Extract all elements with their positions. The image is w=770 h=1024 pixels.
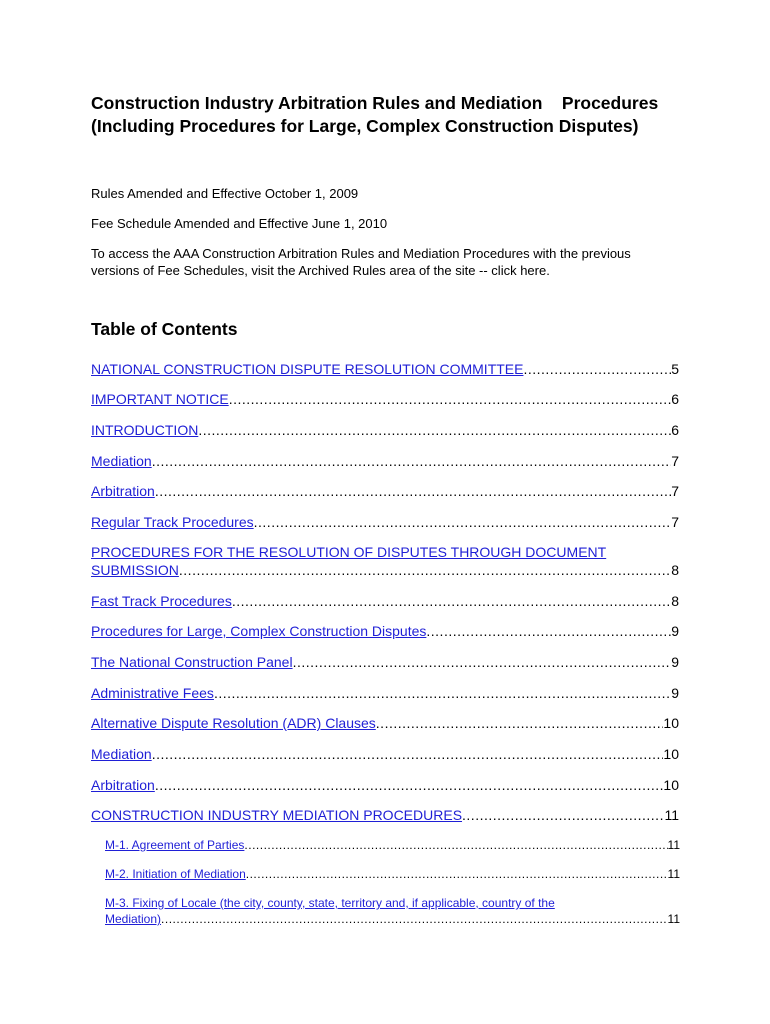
toc-entry <box>91 421 679 439</box>
toc-link[interactable]: Fast Track Procedures <box>91 593 232 609</box>
toc-link[interactable]: M-2. Initiation of Mediation <box>105 867 246 881</box>
toc-link[interactable]: Administrative Fees <box>91 685 214 701</box>
toc-leader-dots <box>293 653 672 671</box>
toc-leader-dots <box>462 806 664 824</box>
toc-link[interactable]: CONSTRUCTION INDUSTRY MEDIATION PROCEDURES <box>91 807 463 823</box>
toc-page-number: 11 <box>667 838 680 852</box>
access-note-line-1: To access the AAA Construction Arbitration Rules and Mediation Procedures with the previous <box>91 246 631 261</box>
toc-page-number: 9 <box>671 623 679 639</box>
toc-entry <box>91 543 679 579</box>
toc-link[interactable]: M-1. Agreement of Parties <box>105 838 245 852</box>
toc-entry <box>91 622 679 640</box>
toc-leader-dots <box>254 513 672 531</box>
toc-link[interactable]: Mediation) <box>105 912 162 926</box>
toc-leader-dots <box>246 866 668 882</box>
toc-entry <box>91 360 679 378</box>
toc-entry <box>91 513 679 531</box>
toc-sub-entry <box>105 866 680 882</box>
toc-page-number: 8 <box>671 593 679 609</box>
toc-link[interactable]: Arbitration <box>91 777 155 793</box>
toc-page-number: 10 <box>663 715 679 731</box>
toc-leader-dots <box>161 911 668 927</box>
toc-link[interactable]: Arbitration <box>91 483 155 499</box>
toc-link[interactable]: SUBMISSION <box>91 562 179 578</box>
toc-link[interactable]: INTRODUCTION <box>91 422 199 438</box>
toc-link[interactable]: The National Construction Panel <box>91 654 293 670</box>
toc-leader-dots <box>214 684 671 702</box>
toc-page-number: 10 <box>663 746 679 762</box>
toc-leader-dots <box>244 837 667 853</box>
toc-sub-entry <box>105 837 680 853</box>
toc-leader-dots <box>152 452 672 470</box>
toc-page-number: 9 <box>671 654 679 670</box>
toc-link[interactable]: IMPORTANT NOTICE <box>91 391 229 407</box>
title-line-2: (Including Procedures for Large, Complex Construction Disputes) <box>91 116 639 136</box>
toc-page-number: 7 <box>671 483 679 499</box>
toc-leader-dots <box>426 622 671 640</box>
toc-leader-dots <box>376 714 664 732</box>
toc-link[interactable]: Regular Track Procedures <box>91 514 254 530</box>
toc-link[interactable]: PROCEDURES FOR THE RESOLUTION OF DISPUTES THROUGH DOCUMENT <box>91 544 607 560</box>
access-note <box>91 245 691 279</box>
toc-entry <box>91 776 679 794</box>
toc-link[interactable]: Mediation <box>91 453 152 469</box>
toc-link[interactable]: Alternative Dispute Resolution (ADR) Clauses <box>91 715 376 731</box>
title-line-1: Construction Industry Arbitration Rules and Mediation Procedures <box>91 93 659 113</box>
toc-page-number: 11 <box>667 912 680 926</box>
toc-page-number: 10 <box>663 777 679 793</box>
toc-entry <box>91 653 679 671</box>
access-note-line-2: versions of Fee Schedules, visit the Archived Rules area of the site -- click here. <box>91 263 550 278</box>
toc-leader-dots <box>198 421 671 439</box>
toc-link[interactable]: M-3. Fixing of Locale (the city, county, state, territory and, if applicable, country of the <box>105 896 555 910</box>
toc-leader-dots <box>523 360 671 378</box>
toc-link[interactable]: Procedures for Large, Complex Construction Disputes <box>91 623 427 639</box>
toc-page-number: 11 <box>664 807 679 823</box>
toc-entry <box>91 684 679 702</box>
toc-page-number: 9 <box>671 685 679 701</box>
document-title <box>91 92 691 138</box>
toc-page-number: 8 <box>671 562 679 578</box>
toc-link[interactable]: NATIONAL CONSTRUCTION DISPUTE RESOLUTION COMMITTEE <box>91 361 524 377</box>
toc-leader-dots <box>155 482 671 500</box>
toc-leader-dots <box>179 561 671 579</box>
toc-entry <box>91 806 679 824</box>
toc-entry <box>91 452 679 470</box>
rules-amended-text: Rules Amended and Effective October 1, 2009 <box>91 186 359 201</box>
toc-page-number: 5 <box>671 361 679 377</box>
toc-entry <box>91 390 679 408</box>
toc-entry <box>91 482 679 500</box>
toc-entry <box>91 714 679 732</box>
toc-leader-dots <box>229 390 672 408</box>
toc-page-number: 11 <box>667 867 680 881</box>
toc-leader-dots <box>155 776 664 794</box>
fee-amended-text: Fee Schedule Amended and Effective June 1, 2010 <box>91 216 388 231</box>
toc-sub-entry <box>105 895 680 927</box>
toc-page-number: 7 <box>671 453 679 469</box>
toc-page-number: 6 <box>671 391 679 407</box>
toc-page-number: 7 <box>671 514 679 530</box>
toc-leader-dots <box>232 592 671 610</box>
toc-leader-dots <box>152 745 664 763</box>
toc-entry <box>91 745 679 763</box>
toc-link[interactable]: Mediation <box>91 746 152 762</box>
toc-heading: Table of Contents <box>91 319 238 339</box>
toc-entry <box>91 592 679 610</box>
toc-page-number: 6 <box>671 422 679 438</box>
